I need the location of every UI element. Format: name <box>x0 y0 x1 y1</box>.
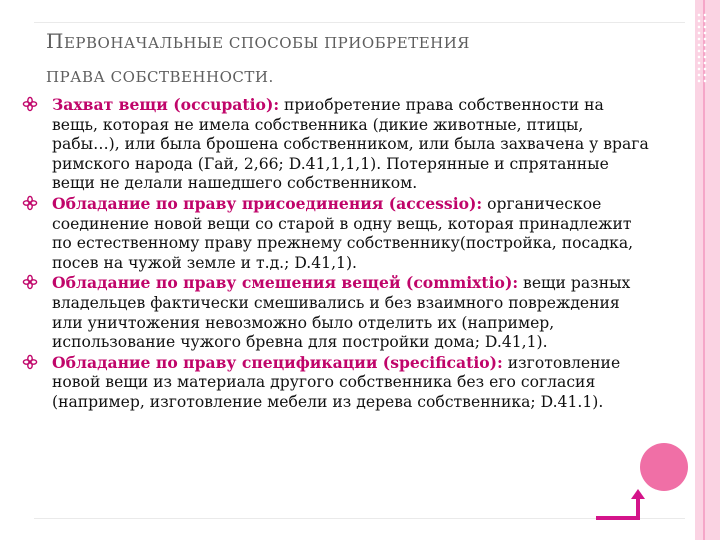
slide-title-line-1 <box>46 24 646 60</box>
bullet-term: Обладание по праву спецификации (specificatio): <box>52 352 503 372</box>
bullet-term: Захват вещи (occupatio): <box>52 95 280 114</box>
title-initial-capital: П <box>46 29 64 53</box>
slide-title <box>46 24 646 94</box>
bottom-divider <box>34 518 685 519</box>
bullet-text: вещи разных владельцев фактически смешивались и без взаимного повреждения или уничтожения невозможно было отделить их (например, использование чужого бревна для постройки дома; D.41,1). <box>52 274 631 352</box>
pink-circle-decoration <box>640 443 688 491</box>
bullet-item-commixtio <box>22 273 652 352</box>
bullet-list <box>22 95 652 413</box>
bullet-item-specificatio <box>22 353 652 413</box>
bullet-item-accessio <box>22 194 652 273</box>
bullet-term: Обладание по праву смешения вещей (commixtio): <box>52 273 519 293</box>
four-leaf-clover-icon <box>22 96 38 112</box>
bullet-item-occupatio <box>22 95 652 194</box>
bullet-text: органическое соединение новой вещи со старой в одну вещь, которая принадлежит по естественному праву прежнему собственнику(постройка, посадка, посев на чужой земле и т.д.; D.41,1). <box>52 194 634 272</box>
bullet-text: приобретение права собственности на вещь, которая не имела собственника (дикие животные, птицы, рабы…), или была брошена собственником, или была захвачена у врага римского народа (Гай, 2,66; D.41,1,1,1). Потерянные и спрятанные вещи не делали нашедшего собственником. <box>52 96 649 193</box>
four-leaf-clover-icon <box>22 195 38 211</box>
four-leaf-clover-icon <box>22 274 38 290</box>
slide-title-line-2: ПРАВА СОБСТВЕННОСТИ. <box>46 68 274 86</box>
decorative-dot-pattern <box>684 12 708 84</box>
return-arrow-icon[interactable] <box>592 488 652 526</box>
top-divider <box>34 22 685 23</box>
title-line-1-text: ЕРВОНАЧАЛЬНЫЕ СПОСОБЫ ПРИОБРЕТЕНИЯ <box>63 34 470 52</box>
bullet-text: изготовление новой вещи из материала другого собственника без его согласия (например, изготовление мебели из дерева собственника; D.41.1). <box>52 353 621 411</box>
bullet-term: Обладание по праву присоединения (accessio): <box>52 193 483 213</box>
four-leaf-clover-icon <box>22 354 38 370</box>
